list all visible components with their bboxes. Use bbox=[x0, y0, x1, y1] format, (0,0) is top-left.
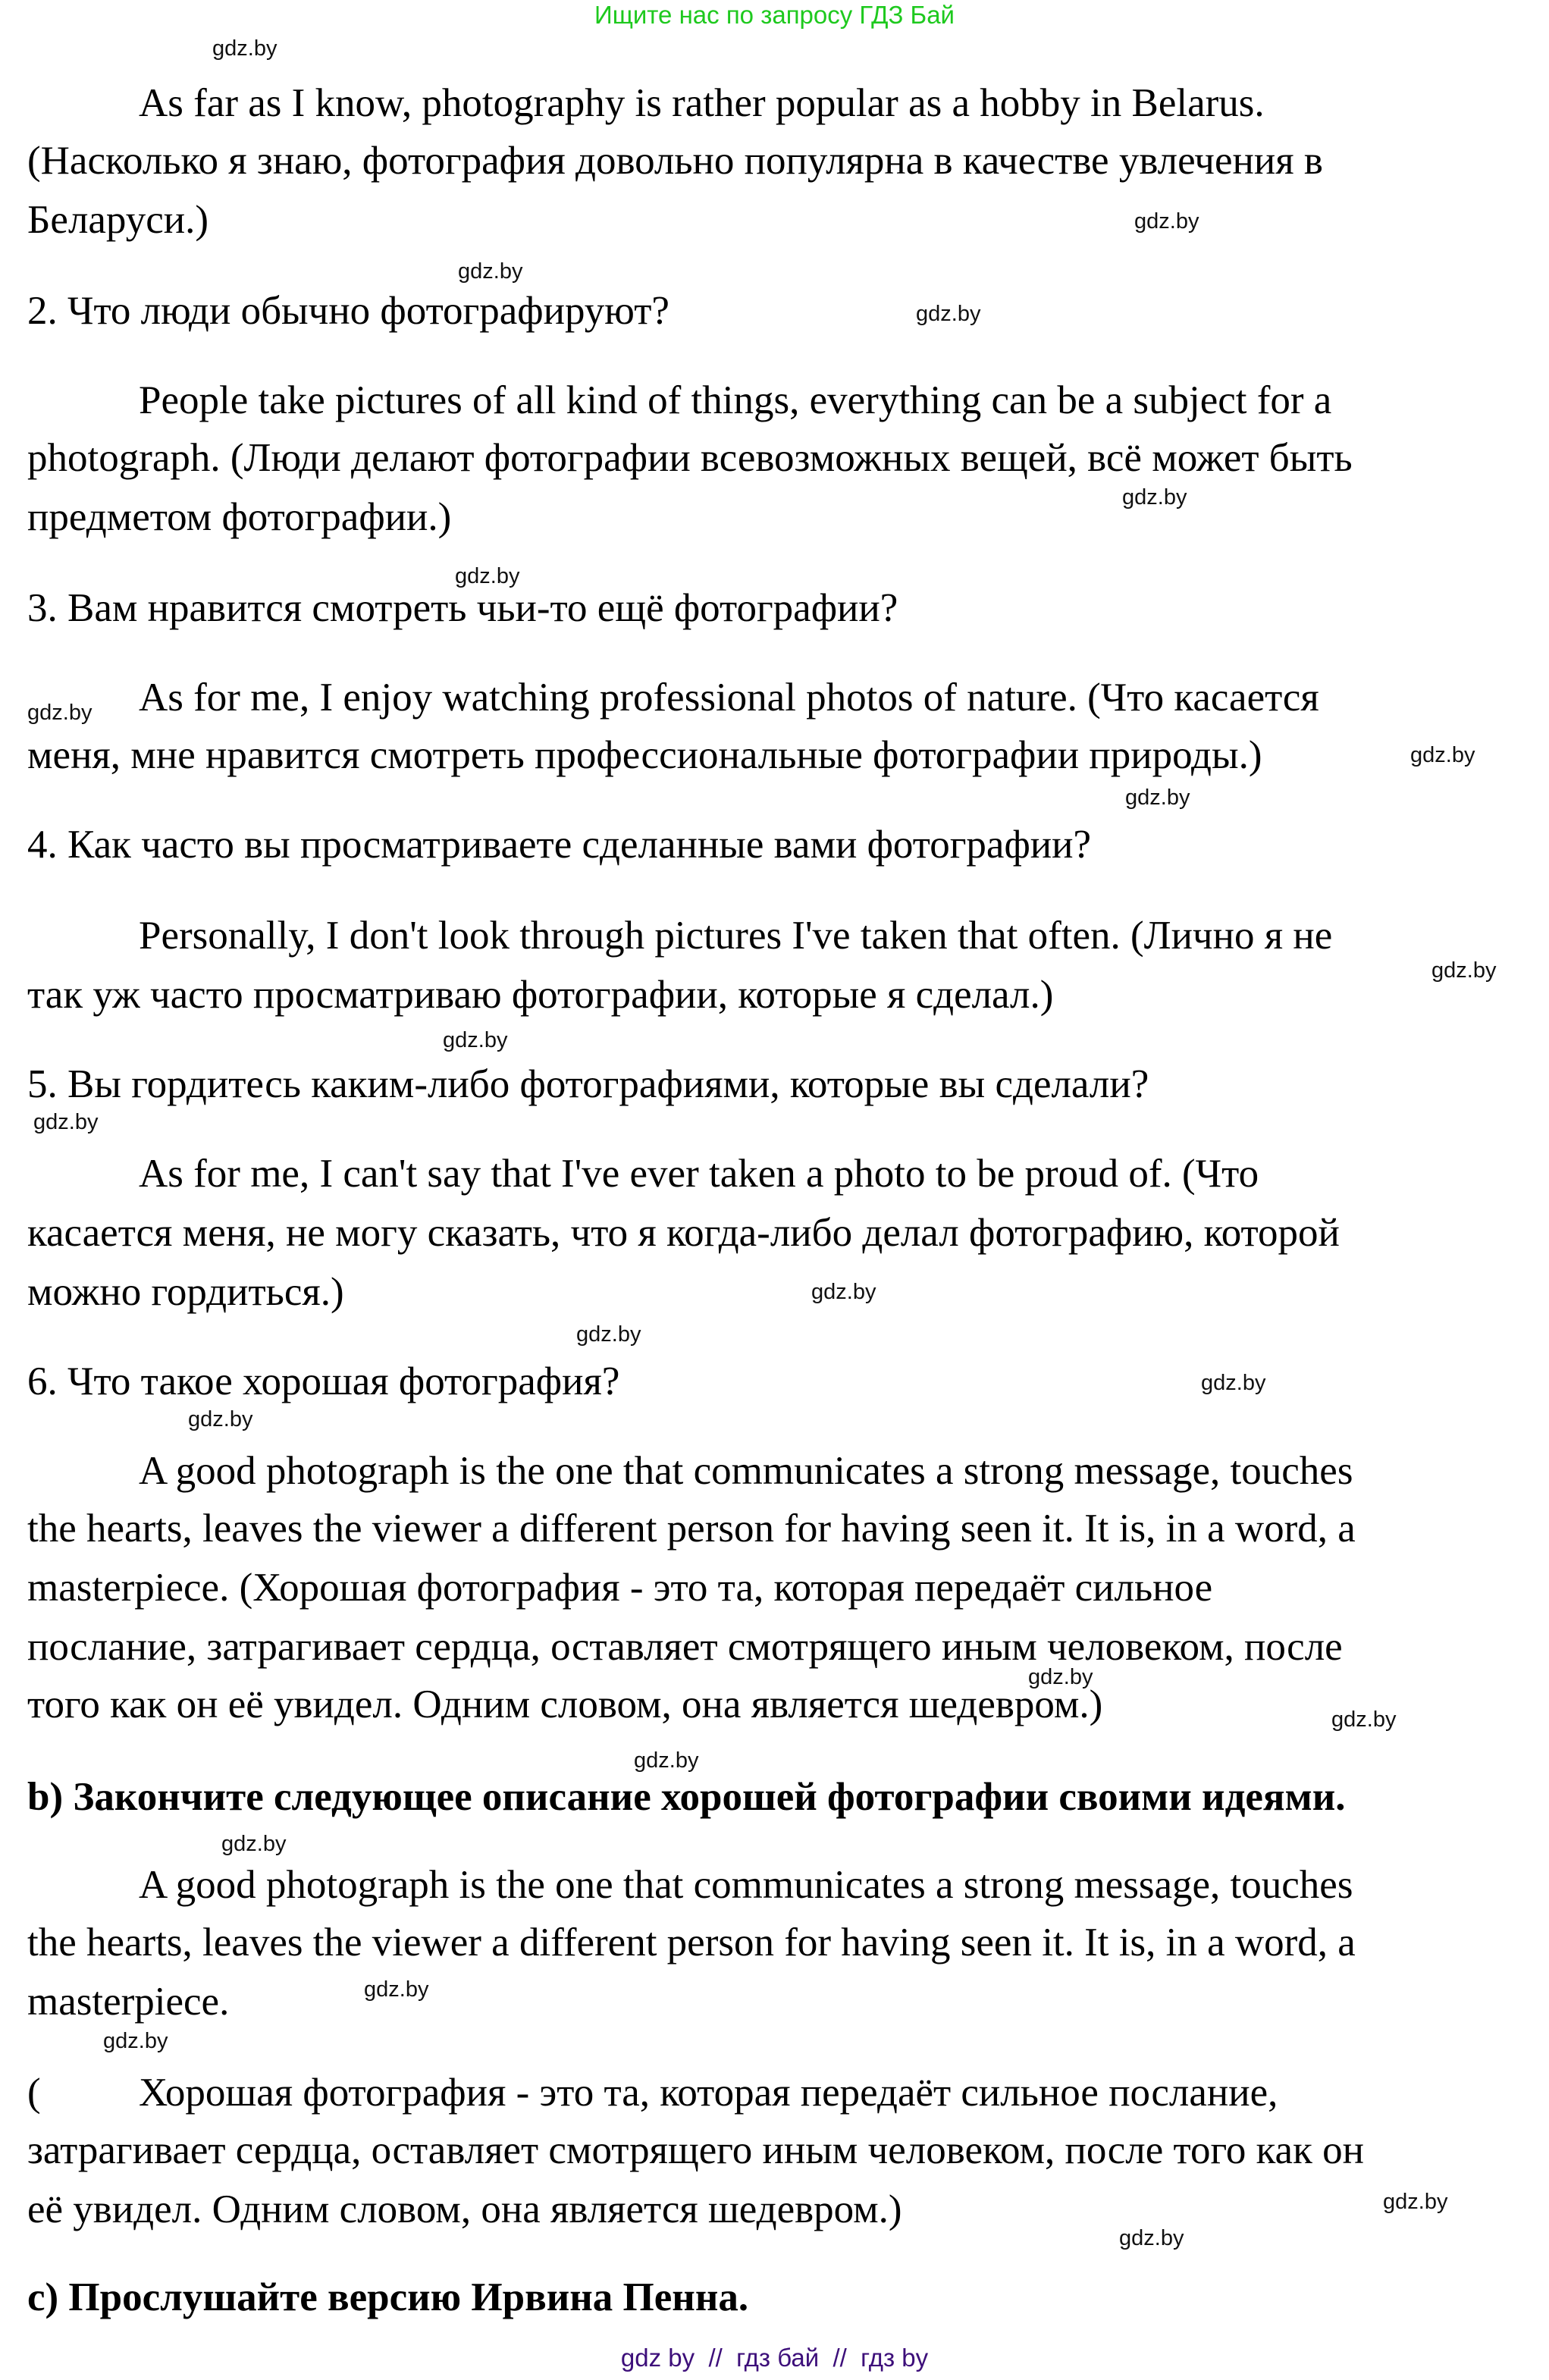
answer-1-line-2: (Насколько я знаю, фотография довольно популярна в качестве увлечения в bbox=[27, 139, 1323, 183]
watermark: gdz.by bbox=[1201, 1371, 1266, 1395]
watermark: gdz.by bbox=[458, 259, 523, 284]
question-2: 2. Что люди обычно фотографируют? bbox=[27, 289, 669, 333]
watermark: gdz.by bbox=[212, 36, 278, 61]
answer-6-line-1: A good photograph is the one that communicates a strong message, touches bbox=[139, 1449, 1353, 1493]
answer-6-line-5: того как он её увидел. Одним словом, она является шедевром.) bbox=[27, 1682, 1103, 1726]
watermark: gdz.by bbox=[443, 1028, 508, 1052]
watermark: gdz.by bbox=[27, 701, 93, 725]
footer-site-links: gdz by // гдз бай // гдз by bbox=[620, 2344, 929, 2372]
watermark: gdz.by bbox=[103, 2029, 168, 2053]
answer-5-line-3: можно гордиться.) bbox=[27, 1270, 344, 1314]
answer-3-line-1: As for me, I enjoy watching professional photos of nature. (Что касается bbox=[139, 676, 1319, 720]
watermark: gdz.by bbox=[364, 1977, 429, 2002]
answer-6-line-4: послание, затрагивает сердца, оставляет смотрящего иным человеком, после bbox=[27, 1625, 1343, 1669]
watermark: gdz.by bbox=[916, 302, 981, 326]
question-3: 3. Вам нравится смотреть чьи-то ещё фотографии? bbox=[27, 586, 898, 630]
site-search-banner: Ищите нас по запросу ГДЗ Бай bbox=[594, 1, 955, 29]
watermark: gdz.by bbox=[634, 1748, 699, 1773]
answer-2-line-2: photograph. (Люди делают фотографии всевозможных вещей, всё может быть bbox=[27, 436, 1353, 480]
task-b-heading: b) Закончите следующее описание хорошей фотографии своими идеями. bbox=[27, 1775, 1346, 1819]
watermark: gdz.by bbox=[1119, 2226, 1184, 2250]
watermark: gdz.by bbox=[576, 1322, 641, 1347]
answer-6-line-2: the hearts, leaves the viewer a different person for having seen it. It is, in a word, a bbox=[27, 1507, 1356, 1551]
watermark: gdz.by bbox=[1134, 209, 1199, 234]
task-b-en-line-1: A good photograph is the one that communicates a strong message, touches bbox=[139, 1863, 1353, 1907]
watermark: gdz.by bbox=[1431, 958, 1497, 983]
answer-2-line-1: People take pictures of all kind of things, everything can be a subject for a bbox=[139, 378, 1332, 422]
watermark: gdz.by bbox=[1331, 1707, 1397, 1732]
answer-6-line-3: masterpiece. (Хорошая фотография - это та, которая передаёт сильное bbox=[27, 1566, 1213, 1610]
answer-5-line-1: As for me, I can't say that I've ever taken a photo to be proud of. (Что bbox=[139, 1152, 1259, 1196]
task-b-ru-open-paren: ( bbox=[27, 2071, 41, 2115]
watermark: gdz.by bbox=[221, 1832, 287, 1856]
answer-1-line-1: As far as I know, photography is rather popular as a hobby in Belarus. bbox=[139, 81, 1265, 125]
watermark: gdz.by bbox=[1028, 1665, 1093, 1689]
watermark: gdz.by bbox=[188, 1407, 253, 1431]
task-b-ru-line-2: затрагивает сердца, оставляет смотрящего иным человеком, после того как он bbox=[27, 2128, 1364, 2172]
task-b-en-line-3: masterpiece. bbox=[27, 1980, 230, 2024]
answer-2-line-3: предметом фотографии.) bbox=[27, 495, 452, 539]
task-b-en-line-2: the hearts, leaves the viewer a different person for having seen it. It is, in a word, a bbox=[27, 1921, 1356, 1965]
task-c-heading: c) Прослушайте версию Ирвина Пенна. bbox=[27, 2275, 749, 2319]
watermark: gdz.by bbox=[33, 1110, 99, 1134]
task-b-ru-line-1: Хорошая фотография - это та, которая передаёт сильное послание, bbox=[139, 2071, 1278, 2115]
question-4: 4. Как часто вы просматриваете сделанные вами фотографии? bbox=[27, 823, 1092, 867]
watermark: gdz.by bbox=[1125, 785, 1190, 810]
answer-4-line-1: Personally, I don't look through pictures I've taken that often. (Лично я не bbox=[139, 914, 1333, 958]
watermark: gdz.by bbox=[811, 1280, 876, 1304]
watermark: gdz.by bbox=[1383, 2190, 1448, 2214]
question-5: 5. Вы гордитесь каким-либо фотографиями, которые вы сделали? bbox=[27, 1062, 1149, 1106]
watermark: gdz.by bbox=[455, 564, 520, 588]
answer-1-line-3: Беларуси.) bbox=[27, 198, 209, 242]
answer-5-line-2: касается меня, не могу сказать, что я когда-либо делал фотографию, которой bbox=[27, 1211, 1340, 1255]
answer-4-line-2: так уж часто просматриваю фотографии, которые я сделал.) bbox=[27, 973, 1054, 1017]
watermark: gdz.by bbox=[1122, 485, 1187, 510]
answer-3-line-2: меня, мне нравится смотреть профессиональные фотографии природы.) bbox=[27, 733, 1262, 777]
watermark: gdz.by bbox=[1410, 743, 1475, 767]
question-6: 6. Что такое хорошая фотография? bbox=[27, 1359, 620, 1403]
task-b-ru-line-3: её увидел. Одним словом, она является шедевром.) bbox=[27, 2187, 902, 2231]
